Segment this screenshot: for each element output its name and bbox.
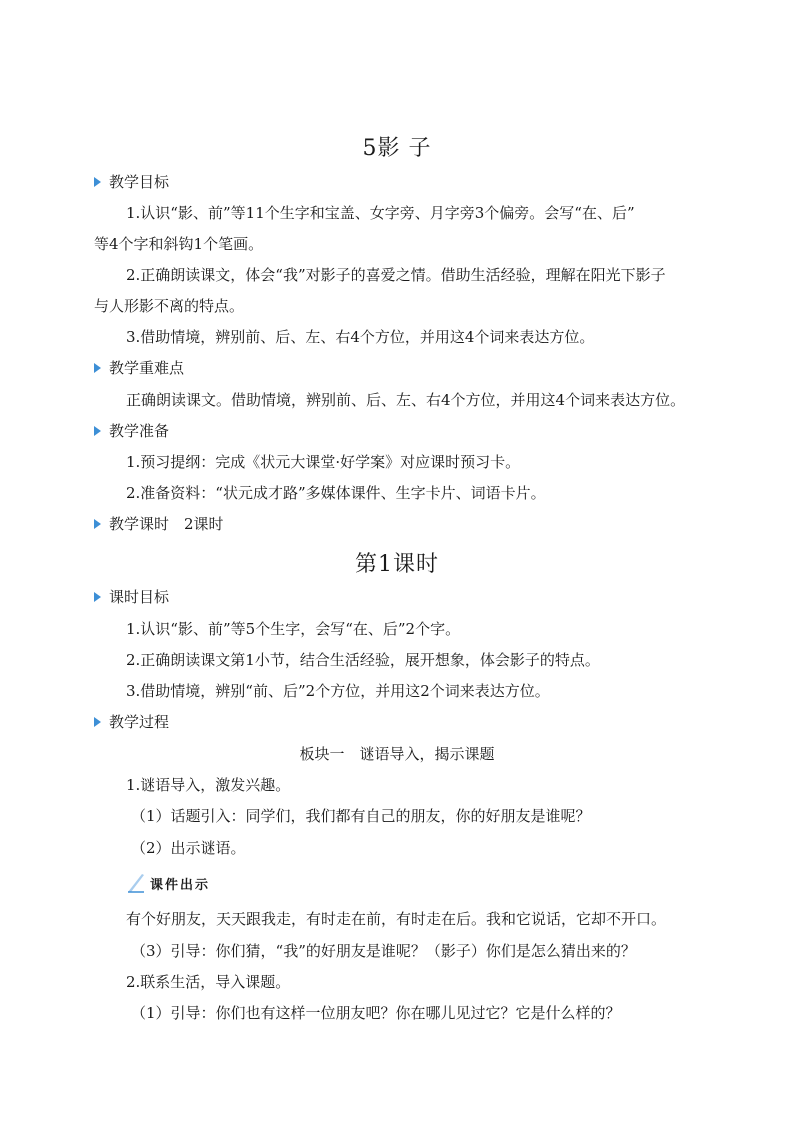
badge-label: 课件出示 xyxy=(150,877,211,893)
goal-1-line-a: 1.认识“影、前”等11个生字和宝盖、女字旁、月字旁3个偏旁。会写“在、后” xyxy=(126,204,635,222)
triangle-right-icon xyxy=(94,426,101,436)
goal-2-line-a: 2.正确朗读课文，体会“我”对影子的喜爱之情。借助生活经验，理解在阳光下影子 xyxy=(126,266,666,284)
section-class-hours xyxy=(94,513,224,534)
section-teaching-goals xyxy=(94,171,169,192)
triangle-right-icon xyxy=(94,592,101,602)
goal-1-line-b: 等4个字和斜钩1个笔画。 xyxy=(94,235,264,253)
triangle-right-icon xyxy=(94,177,101,187)
pen-stroke-icon xyxy=(126,872,146,894)
lesson-heading: 5影 子 xyxy=(362,136,432,161)
section-label: 教学过程 xyxy=(109,713,170,731)
process-2: 2.联系生活，导入课题。 xyxy=(126,973,291,991)
lesson-goal-1: 1.认识“影、前”等5个生字，会写“在、后”2个字。 xyxy=(126,620,461,638)
key-points-text: 正确朗读课文。借助情境，辨别前、后、左、右4个方位，并用这4个词来表达方位。 xyxy=(126,391,686,409)
courseware-badge xyxy=(126,872,210,894)
lesson-goal-3: 3.借助情境，辨别“前、后”2个方位，并用这2个词来表达方位。 xyxy=(126,682,550,700)
prep-1-line: 1.预习提纲：完成《状元大课堂·好学案》对应课时预习卡。 xyxy=(126,453,521,471)
triangle-right-icon xyxy=(94,519,101,529)
section-preparation xyxy=(94,420,169,441)
lesson-period-heading: 第1课时 xyxy=(355,552,439,577)
triangle-right-icon xyxy=(94,717,101,727)
process-1-2: （2）出示谜语。 xyxy=(131,839,246,857)
section-label: 课时目标 xyxy=(109,588,170,606)
section-label: 教学课时 2课时 xyxy=(109,515,224,533)
process-2-1: （1）引导：你们也有这样一位朋友吧？你在哪儿见过它？它是什么样的？ xyxy=(131,1004,621,1022)
section-lesson-goals xyxy=(94,586,169,607)
riddle-text: 有个好朋友，天天跟我走，有时走在前，有时走在后。我和它说话，它却不开口。 xyxy=(126,910,667,928)
section-teaching-process xyxy=(94,711,169,732)
process-1-3: （3）引导：你们猜，“我”的好朋友是谁呢？（影子）你们是怎么猜出来的？ xyxy=(131,942,636,960)
lesson-goal-2: 2.正确朗读课文第1小节，结合生活经验，展开想象，体会影子的特点。 xyxy=(126,651,600,669)
section-label: 教学重难点 xyxy=(109,359,185,377)
process-1-1: （1）话题引入：同学们，我们都有自己的朋友，你的好朋友是谁呢？ xyxy=(131,807,591,825)
goal-2-line-b: 与人形影不离的特点。 xyxy=(94,297,245,315)
section-label: 教学目标 xyxy=(109,173,170,191)
section-key-points xyxy=(94,357,184,378)
process-1: 1.谜语导入，激发兴趣。 xyxy=(126,776,291,794)
section-label: 教学准备 xyxy=(109,422,170,440)
goal-3-line: 3.借助情境，辨别前、后、左、右4个方位，并用这4个词来表达方位。 xyxy=(126,328,595,346)
triangle-right-icon xyxy=(94,363,101,373)
prep-2-line: 2.准备资料：“状元成才路”多媒体课件、生字卡片、词语卡片。 xyxy=(126,484,546,502)
block-1-heading: 板块一 谜语导入，揭示课题 xyxy=(299,745,495,763)
